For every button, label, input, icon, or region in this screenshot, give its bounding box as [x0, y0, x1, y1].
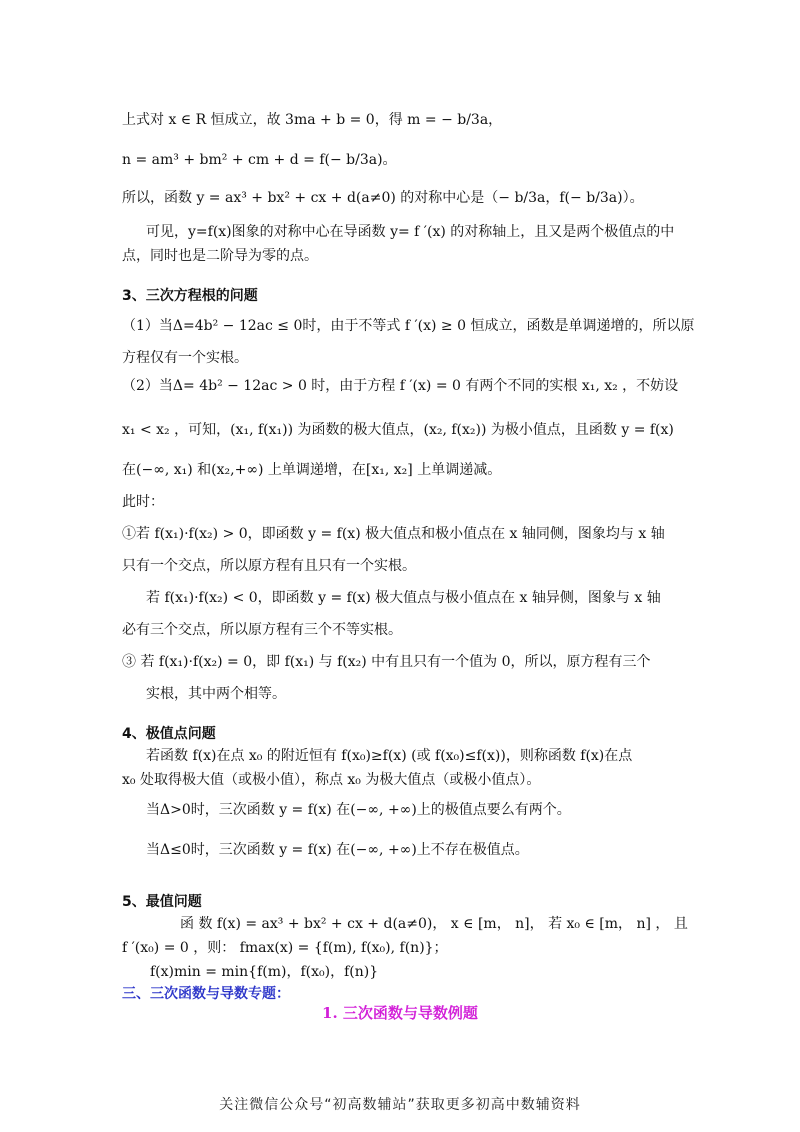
- text-line-7: 方程仅有一个实根。: [122, 350, 248, 366]
- text-line-11: 此时：: [122, 494, 164, 510]
- text-line-9: x₁ < x₂ ，可知，(x₁, f(x₁)) 为函数的极大值点，(x₂, f(x₂)) 为极小值点，且函数 y = f(x): [122, 422, 674, 438]
- text-line-20: 当Δ>0时，三次函数 y = f(x) 在(−∞, +∞)上的极值点要么有两个。: [146, 802, 571, 818]
- text-line-24: f(x)min = min{f(m)，f(x₀)，f(n)}: [150, 964, 379, 980]
- text-line-13: 只有一个交点，所以原方程有且只有一个实根。: [122, 558, 416, 574]
- text-line-16: ③ 若 f(x₁)·f(x₂) = 0，即 f(x₁) 与 f(x₂) 中有且只有一个值为 0，所以，原方程有三个: [122, 654, 651, 670]
- text-line-8: （2）当Δ= 4b² − 12ac > 0 时，由于方程 f ′(x) = 0 有两个不同的实根 x₁, x₂ ，不妨设: [122, 378, 679, 394]
- text-line-22: 函 数 f(x) = ax³ + bx² + cx + d(a≠0)， x ∈ [m， n]， 若 x₀ ∈ [m， n] ， 且: [180, 916, 688, 932]
- example-title: 1. 三次函数与导数例题: [322, 1004, 478, 1022]
- text-line-17: 实根，其中两个相等。: [146, 686, 286, 702]
- footer-note: 关注微信公众号“初高数辅站”获取更多初高中数辅资料: [219, 1097, 581, 1113]
- section-heading-5: 5、最值问题: [122, 894, 202, 910]
- text-line-4: 可见，y=f(x)图象的对称中心在导函数 y= f ′(x) 的对称轴上，且又是两个极值点的中: [146, 224, 675, 240]
- text-line-6: （1）当Δ=4b² − 12ac ≤ 0时，由于不等式 f ′(x) ≥ 0 恒成立，函数是单调递增的，所以原: [122, 318, 695, 334]
- text-line-3: 所以，函数 y = ax³ + bx² + cx + d(a≠0) 的对称中心是（− b/3a，f(− b/3a)）。: [122, 190, 644, 206]
- section-heading-4: 4、极值点问题: [122, 726, 216, 742]
- text-line-2: n = am³ + bm² + cm + d = f(− b/3a)。: [122, 152, 397, 168]
- text-line-5: 点，同时也是二阶导为零的点。: [122, 248, 318, 264]
- text-line-21: 当Δ≤0时，三次函数 y = f(x) 在(−∞, +∞)上不存在极值点。: [146, 842, 529, 858]
- text-line-14: 若 f(x₁)·f(x₂) < 0，即函数 y = f(x) 极大值点与极小值点在 x 轴异侧，图象与 x 轴: [146, 590, 661, 606]
- section-heading-3: 3、三次方程根的问题: [122, 288, 258, 304]
- text-line-18: 若函数 f(x)在点 x₀ 的附近恒有 f(x₀)≥f(x) (或 f(x₀)≤f(x))，则称函数 f(x)在点: [146, 748, 633, 764]
- text-line-12: ①若 f(x₁)·f(x₂) > 0，即函数 y = f(x) 极大值点和极小值点在 x 轴同侧，图象均与 x 轴: [122, 526, 665, 542]
- section-heading-three: 三、三次函数与导数专题：: [122, 986, 290, 1002]
- text-line-15: 必有三个交点，所以原方程有三个不等实根。: [122, 622, 402, 638]
- text-line-10: 在(−∞, x₁) 和(x₂,+∞) 上单调递增，在[x₁, x₂] 上单调递减。: [122, 462, 502, 478]
- text-line-23: f ′(x₀) = 0 ，则： fmax(x) = {f(m), f(x₀), f(n)}；: [122, 940, 448, 956]
- text-line-1: 上式对 x ∈ R 恒成立，故 3ma + b = 0，得 m = − b/3a，: [122, 112, 503, 128]
- text-line-19: x₀ 处取得极大值（或极小值），称点 x₀ 为极大值点（或极小值点）。: [122, 772, 541, 788]
